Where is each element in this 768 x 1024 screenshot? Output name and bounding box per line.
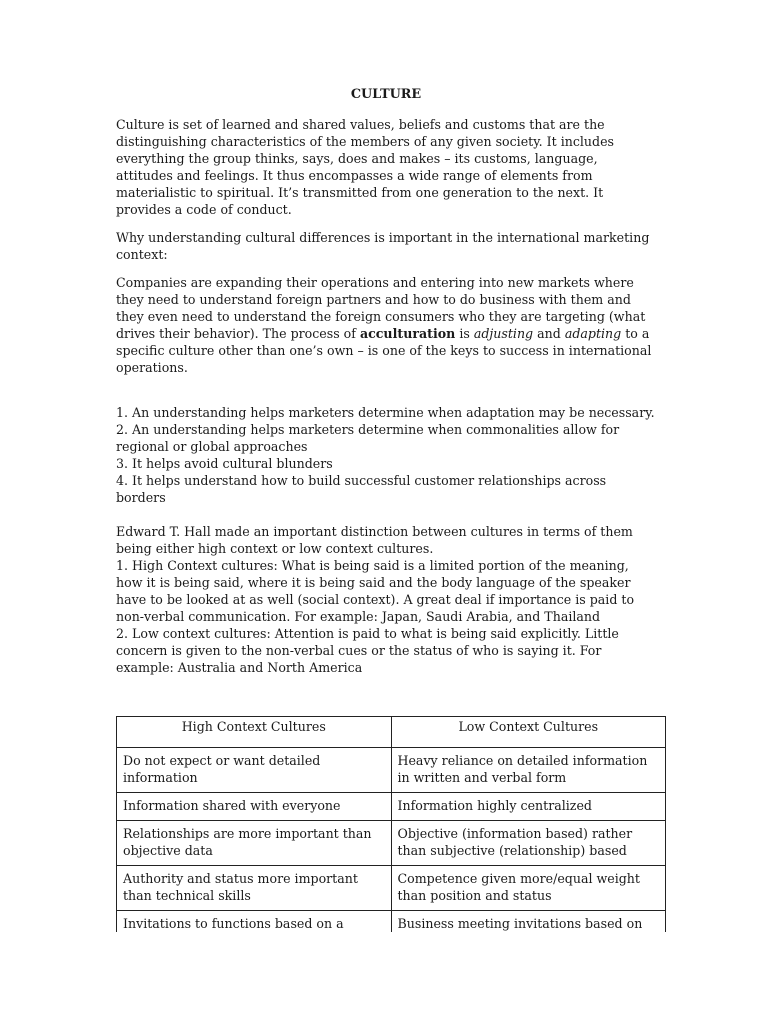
table-row bbox=[117, 821, 666, 866]
spacer bbox=[116, 387, 656, 404]
companies-text-1: Companies are expanding their operations and entering into new markets where they need to understand foreign partners and how to do business with them and they even need to understand the foreign consumers who they are targeting bbox=[116, 275, 634, 324]
companies-text-2: (what drives their behavior). The process of bbox=[116, 309, 646, 341]
table-cell: Information shared with everyone bbox=[117, 793, 392, 821]
high-context-description: 1. High Context cultures: What is being said is a limited portion of the meaning, how it is being said, where it is being said and the body language of the speaker have to be looked at as well (social context). A great deal if importance is paid to non-verbal communication. For example: Japan, Saudi Arabia, and Thailand bbox=[116, 558, 635, 624]
companies-text-4: and bbox=[533, 326, 565, 341]
table-row bbox=[117, 793, 666, 821]
document-title: CULTURE bbox=[350, 87, 422, 102]
companies-text-3: is bbox=[455, 326, 474, 341]
table-cell: Authority and status more important than technical skills bbox=[117, 866, 392, 911]
reasons-list bbox=[116, 404, 656, 506]
list-item: 1. An understanding helps marketers determine when adaptation may be necessary. bbox=[116, 405, 655, 420]
table-cell: Objective (information based) rather than subjective (relationship) based bbox=[391, 821, 666, 866]
companies-paragraph bbox=[116, 274, 656, 376]
column-header-high: High Context Cultures bbox=[117, 717, 392, 748]
companies-text-5: to a specific culture other than one’s own – is one of the keys to success in international operations. bbox=[116, 326, 652, 375]
hall-section bbox=[116, 523, 656, 676]
adapting-term: adapting bbox=[564, 326, 622, 341]
table-row bbox=[117, 866, 666, 911]
table-cell: Business meeting invitations based on bbox=[391, 911, 666, 933]
column-header-low: Low Context Cultures bbox=[391, 717, 666, 748]
hall-intro: Edward T. Hall made an important distinction between cultures in terms of them being either high context or low context cultures. bbox=[116, 524, 633, 556]
context-comparison-table bbox=[116, 716, 666, 932]
document-page bbox=[116, 86, 656, 676]
why-heading: Why understanding cultural differences is important in the international marketing context: bbox=[116, 230, 650, 262]
table-header-row bbox=[117, 717, 666, 748]
list-item: 2. An understanding helps marketers determine when commonalities allow for regional or global approaches bbox=[116, 422, 620, 454]
table-row bbox=[117, 911, 666, 933]
table-row bbox=[117, 748, 666, 793]
table-cell: Invitations to functions based on a bbox=[117, 911, 392, 933]
adjusting-term: adjusting bbox=[473, 326, 534, 341]
table-cell: Relationships are more important than objective data bbox=[117, 821, 392, 866]
table-cell: Do not expect or want detailed information bbox=[117, 748, 392, 793]
table-cell: Heavy reliance on detailed information in written and verbal form bbox=[391, 748, 666, 793]
table-cell: Information highly centralized bbox=[391, 793, 666, 821]
acculturation-term: acculturation bbox=[359, 326, 456, 341]
list-item: 4. It helps understand how to build successful customer relationships across borders bbox=[116, 473, 607, 505]
intro-paragraph: Culture is set of learned and shared values, beliefs and customs that are the distinguishing characteristics of the members of any given society. It includes everything the group thinks, says, does and makes – its customs, language, attitudes and feelings. It thus encompasses a wide range of elements from materialistic to spiritual. It’s transmitted from one generation to the next. It provides a code of conduct. bbox=[116, 117, 615, 217]
list-item: 3. It helps avoid cultural blunders bbox=[116, 456, 333, 471]
table-cell: Competence given more/equal weight than position and status bbox=[391, 866, 666, 911]
low-context-description: 2. Low context cultures: Attention is paid to what is being said explicitly. Little concern is given to the non-verbal cues or the status of who is saying it. For example: Australia and North America bbox=[116, 626, 619, 675]
